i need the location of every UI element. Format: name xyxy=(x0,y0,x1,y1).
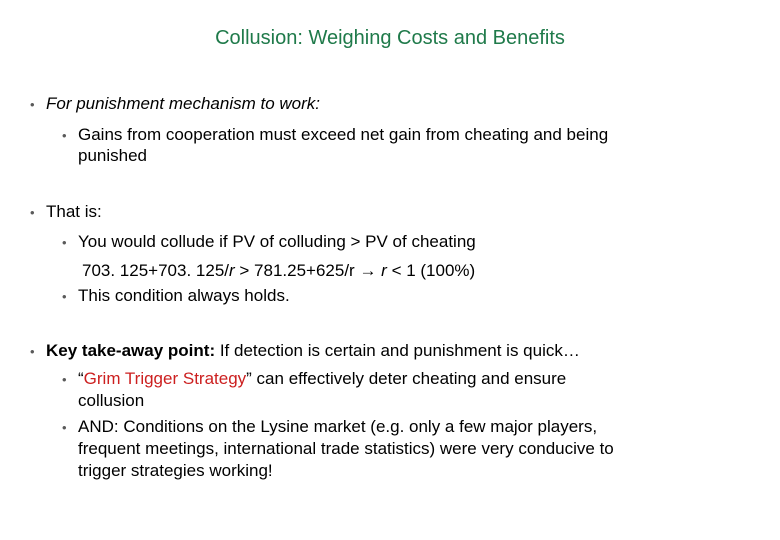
bullet-icon: • xyxy=(62,235,67,250)
formula-line xyxy=(82,261,475,281)
grim-trigger-strategy-text: Grim Trigger Strategy xyxy=(83,369,247,388)
key-point-text: If detection is certain and punishment is quick… xyxy=(215,341,580,360)
formula-part-a: 703. 125+703. 125/ xyxy=(82,261,229,280)
formula-var-r: r xyxy=(381,261,387,280)
formula-part-c: < 1 (100%) xyxy=(386,261,476,280)
section3-sub2-line2: frequent meetings, international trade statistics) were very conducive to xyxy=(78,439,614,458)
bullet-icon: • xyxy=(62,372,67,387)
section3-sub1-line1 xyxy=(78,369,566,389)
section2-heading: That is: xyxy=(46,202,102,221)
bullet-icon: • xyxy=(30,205,35,220)
slide-title: Collusion: Weighing Costs and Benefits xyxy=(215,27,565,49)
sub1-rest-text: ” can effectively deter cheating and ensure xyxy=(246,369,567,388)
section1-heading: For punishment mechanism to work: xyxy=(46,94,320,113)
section2-sub1: You would collude if PV of colluding > PV of cheating xyxy=(78,232,476,251)
section3-heading xyxy=(46,341,580,361)
bullet-icon: • xyxy=(30,344,35,359)
section1-sub1-line2: punished xyxy=(78,146,148,165)
formula-part-b: > 781.25+625/r → xyxy=(234,261,382,280)
formula-var-r: r xyxy=(229,261,235,280)
section3-sub2-line1: AND: Conditions on the Lysine market (e.g. only a few major players, xyxy=(78,417,598,436)
quote-open: “ xyxy=(78,369,84,388)
bullet-icon: • xyxy=(62,420,67,435)
section2-sub2: This condition always holds. xyxy=(78,286,290,305)
section3-sub2-line3: trigger strategies working! xyxy=(78,461,273,480)
key-point-label: Key take-away point: xyxy=(46,341,216,360)
bullet-icon: • xyxy=(62,128,67,143)
bullet-icon: • xyxy=(30,97,35,112)
section3-sub1-line2: collusion xyxy=(78,391,145,410)
bullet-icon: • xyxy=(62,289,67,304)
section1-sub1-line1: Gains from cooperation must exceed net gain from cheating and being xyxy=(78,125,609,144)
